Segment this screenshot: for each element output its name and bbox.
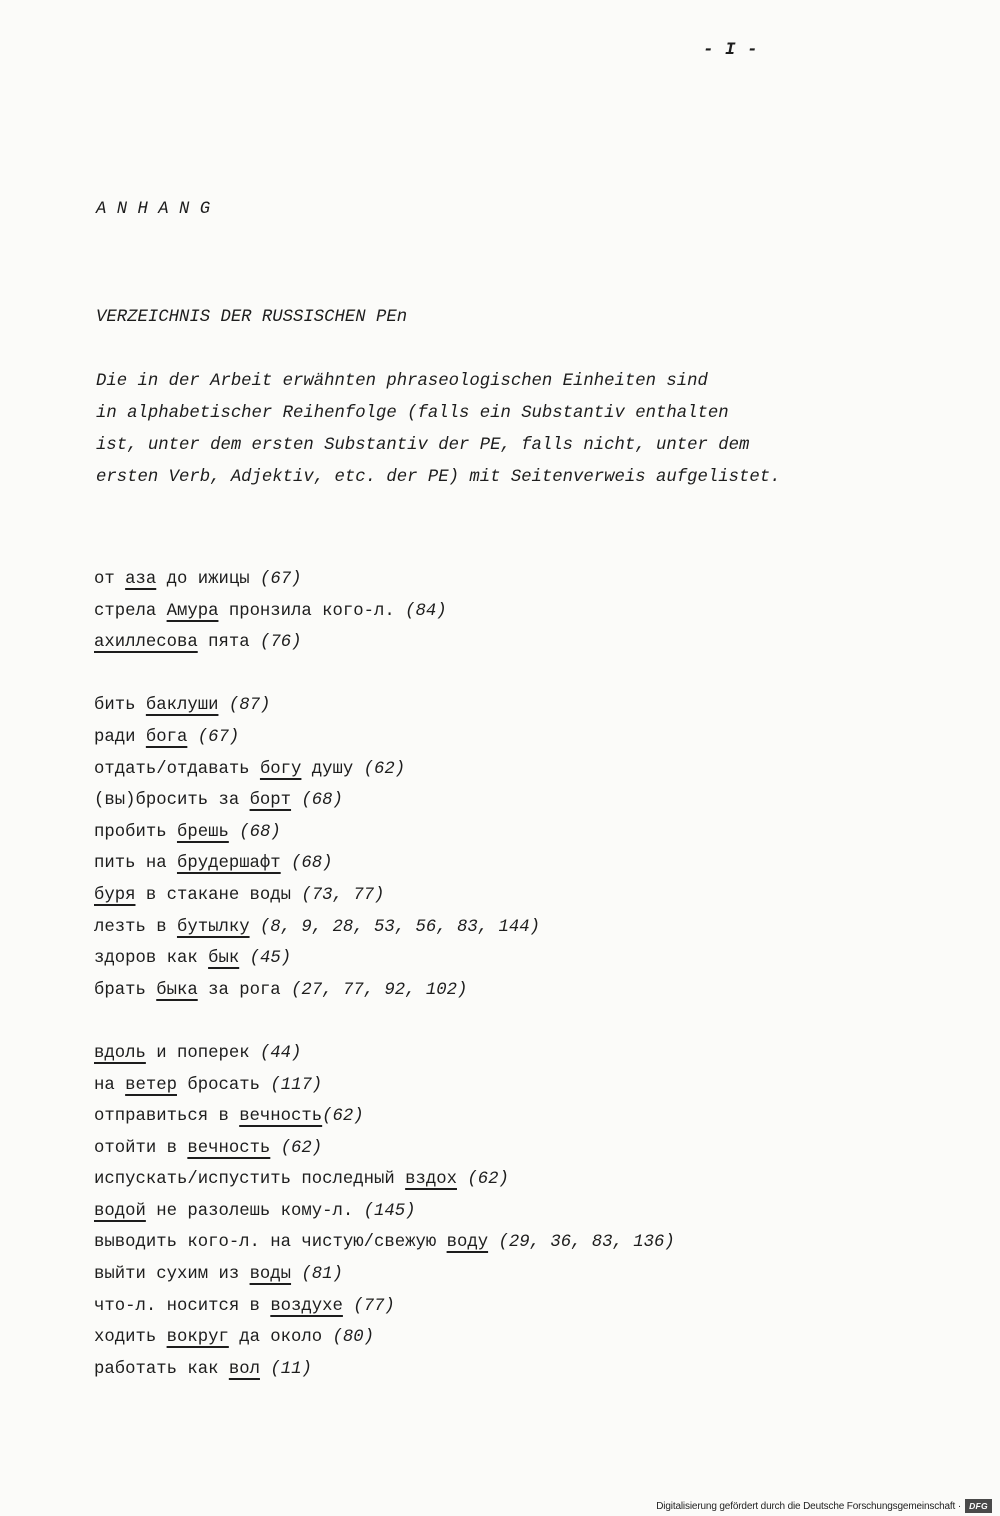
phrase-entry xyxy=(94,1291,675,1323)
entry-keyword: баклуши xyxy=(145,696,219,716)
entry-page-refs: (87) xyxy=(228,696,271,716)
entry-text-before: работать как xyxy=(94,1359,229,1379)
phrase-entry xyxy=(94,690,675,722)
entry-keyword: вечность xyxy=(239,1107,323,1127)
entry-keyword: ахиллесова xyxy=(94,633,198,653)
entry-keyword: Амура xyxy=(166,601,219,621)
entry-text-after: в стакане воды xyxy=(135,885,302,905)
phrase-entry xyxy=(94,1070,675,1102)
entry-keyword: вокруг xyxy=(166,1328,229,1348)
entry-text-after xyxy=(250,918,260,937)
entry-keyword: вздох xyxy=(405,1170,457,1190)
entry-keyword: воздухе xyxy=(270,1296,343,1316)
entry-page-refs: (62) xyxy=(322,1107,364,1127)
phrase-entry xyxy=(94,722,675,754)
entry-text-before: бить xyxy=(94,696,146,716)
entry-keyword: буря xyxy=(94,885,136,905)
entry-text-after xyxy=(291,1265,301,1284)
entry-page-refs: (8, 9, 28, 53, 56, 83, 144) xyxy=(259,917,540,937)
phrase-entry xyxy=(94,627,675,659)
entry-page-refs: (81) xyxy=(301,1265,343,1285)
intro-line: Die in der Arbeit erwähnten phraseologischen Einheiten sind xyxy=(96,372,708,391)
entry-text-before: выводить кого-л. на чистую/свежую xyxy=(94,1233,447,1253)
phrase-entry xyxy=(94,1101,675,1133)
entry-keyword: бутылку xyxy=(176,917,250,937)
entry-keyword: бога xyxy=(145,727,188,747)
intro-paragraph xyxy=(96,366,780,494)
entry-keyword: борт xyxy=(249,791,292,811)
entry-page-refs: (62) xyxy=(363,759,406,779)
entry-page-refs: (68) xyxy=(291,854,333,874)
entry-text-after: не разолешь кому-л. xyxy=(145,1201,364,1221)
entry-text-before: от xyxy=(94,570,126,589)
entry-page-refs: (62) xyxy=(280,1138,323,1158)
entry-page-refs: (73, 77) xyxy=(301,885,385,905)
entry-text-before: стрела xyxy=(94,601,167,621)
entry-page-refs: (29, 36, 83, 136) xyxy=(498,1233,675,1253)
phrase-entry xyxy=(94,1133,675,1165)
entry-keyword: богу xyxy=(259,759,302,779)
intro-line: ersten Verb, Adjektiv, etc. der PE) mit Seitenverweis aufgelistet. xyxy=(96,468,781,487)
entry-keyword: воду xyxy=(446,1233,489,1253)
entry-page-refs: (11) xyxy=(270,1359,312,1379)
entry-keyword: вдоль xyxy=(94,1043,146,1063)
digitization-footer xyxy=(656,1498,992,1514)
phrase-entry xyxy=(94,1322,675,1354)
phrase-entry xyxy=(94,1038,675,1070)
entry-group xyxy=(94,564,675,659)
section-title: A N H A N G xyxy=(96,200,211,219)
phrase-entry xyxy=(94,848,675,880)
phrase-entry xyxy=(94,943,675,975)
entry-page-refs: (68) xyxy=(239,822,281,842)
entry-text-before: отправиться в xyxy=(94,1107,240,1127)
phrase-entry xyxy=(94,817,675,849)
entry-text-after xyxy=(229,823,239,842)
entry-text-after xyxy=(291,791,301,810)
phrase-entry xyxy=(94,880,675,912)
entry-text-before: (вы)бросить за xyxy=(94,791,250,811)
entry-text-before: брать xyxy=(94,980,157,1000)
phrase-entry xyxy=(94,1259,675,1291)
entry-page-refs: (68) xyxy=(301,791,343,811)
entry-text-after: за рога xyxy=(197,980,292,1000)
entry-text-before: пить на xyxy=(94,854,177,874)
entry-page-refs: (77) xyxy=(353,1296,395,1316)
list-heading: VERZEICHNIS DER RUSSISCHEN PEn xyxy=(96,308,408,327)
entry-text-after: пята xyxy=(197,633,260,653)
dfg-logo: DFG xyxy=(965,1499,992,1513)
entry-page-refs: (76) xyxy=(259,633,302,653)
entry-keyword: вол xyxy=(228,1359,260,1379)
entry-text-after: до ижицы xyxy=(156,570,260,589)
entry-keyword: аза xyxy=(125,570,157,589)
entry-text-after: бросать xyxy=(176,1075,271,1095)
phrase-index-list xyxy=(94,564,675,1417)
phrase-entry xyxy=(94,596,675,628)
entry-text-after: душу xyxy=(301,759,364,779)
entry-keyword: водой xyxy=(94,1201,146,1221)
entry-page-refs: (44) xyxy=(259,1043,302,1063)
entry-text-after: пронзила кого-л. xyxy=(218,601,406,621)
phrase-entry xyxy=(94,1196,675,1228)
intro-line: ist, unter dem ersten Substantiv der PE, falls nicht, unter dem xyxy=(96,436,750,455)
entry-text-before: лезть в xyxy=(94,917,177,937)
entry-text-before: испускать/испустить последный xyxy=(94,1170,406,1190)
entry-text-after xyxy=(457,1170,467,1189)
entry-page-refs: (145) xyxy=(363,1201,416,1221)
entry-keyword: бык xyxy=(208,949,240,969)
entry-keyword: ветер xyxy=(125,1075,177,1095)
entry-text-before: отдать/отдавать xyxy=(94,759,260,779)
phrase-entry xyxy=(94,975,675,1007)
phrase-entry xyxy=(94,785,675,817)
entry-page-refs: (117) xyxy=(270,1075,323,1095)
footer-credit-text: Digitalisierung gefördert durch die Deutsche Forschungsgemeinschaft · xyxy=(656,1500,961,1512)
entry-page-refs: (84) xyxy=(405,601,447,621)
entry-text-before: на xyxy=(94,1075,126,1095)
entry-keyword: брешь xyxy=(176,822,229,842)
entry-text-before: здоров как xyxy=(94,949,209,969)
phrase-entry xyxy=(94,1354,675,1386)
phrase-entry xyxy=(94,754,675,786)
phrase-entry xyxy=(94,1164,675,1196)
entry-page-refs: (27, 77, 92, 102) xyxy=(291,980,468,1000)
entry-keyword: брудершафт xyxy=(176,854,281,874)
entry-page-refs: (62) xyxy=(467,1170,509,1190)
entry-text-after xyxy=(187,728,197,747)
phrase-entry xyxy=(94,1227,675,1259)
page-number: - I - xyxy=(703,40,759,60)
entry-text-after xyxy=(488,1233,498,1252)
entry-text-before: что-л. носится в xyxy=(94,1296,271,1316)
entry-text-before: отойти в xyxy=(94,1138,188,1158)
entry-group xyxy=(94,690,675,1006)
entry-text-after xyxy=(270,1139,280,1158)
phrase-entry xyxy=(94,912,675,944)
entry-group xyxy=(94,1038,675,1386)
phrase-entry xyxy=(94,564,675,596)
entry-text-after xyxy=(260,1360,270,1379)
entry-text-before: ходить xyxy=(94,1328,167,1348)
entry-page-refs: (67) xyxy=(259,570,302,589)
entry-keyword: быка xyxy=(156,980,198,1000)
entry-text-after xyxy=(218,696,228,715)
entry-page-refs: (67) xyxy=(197,727,240,747)
entry-page-refs: (80) xyxy=(332,1328,375,1348)
entry-text-before: выйти сухим из xyxy=(94,1265,250,1285)
entry-text-before: пробить xyxy=(94,822,177,842)
entry-keyword: воды xyxy=(249,1265,292,1285)
entry-text-before: ради xyxy=(94,727,146,747)
entry-text-after xyxy=(343,1297,353,1316)
entry-page-refs: (45) xyxy=(249,949,292,969)
entry-text-after: да около xyxy=(228,1328,333,1348)
entry-text-after xyxy=(239,949,249,968)
entry-keyword: вечность xyxy=(187,1138,271,1158)
entry-text-after: и поперек xyxy=(145,1043,260,1063)
intro-line: in alphabetischer Reihenfolge (falls ein Substantiv enthalten xyxy=(96,404,729,423)
entry-text-after xyxy=(281,854,291,873)
